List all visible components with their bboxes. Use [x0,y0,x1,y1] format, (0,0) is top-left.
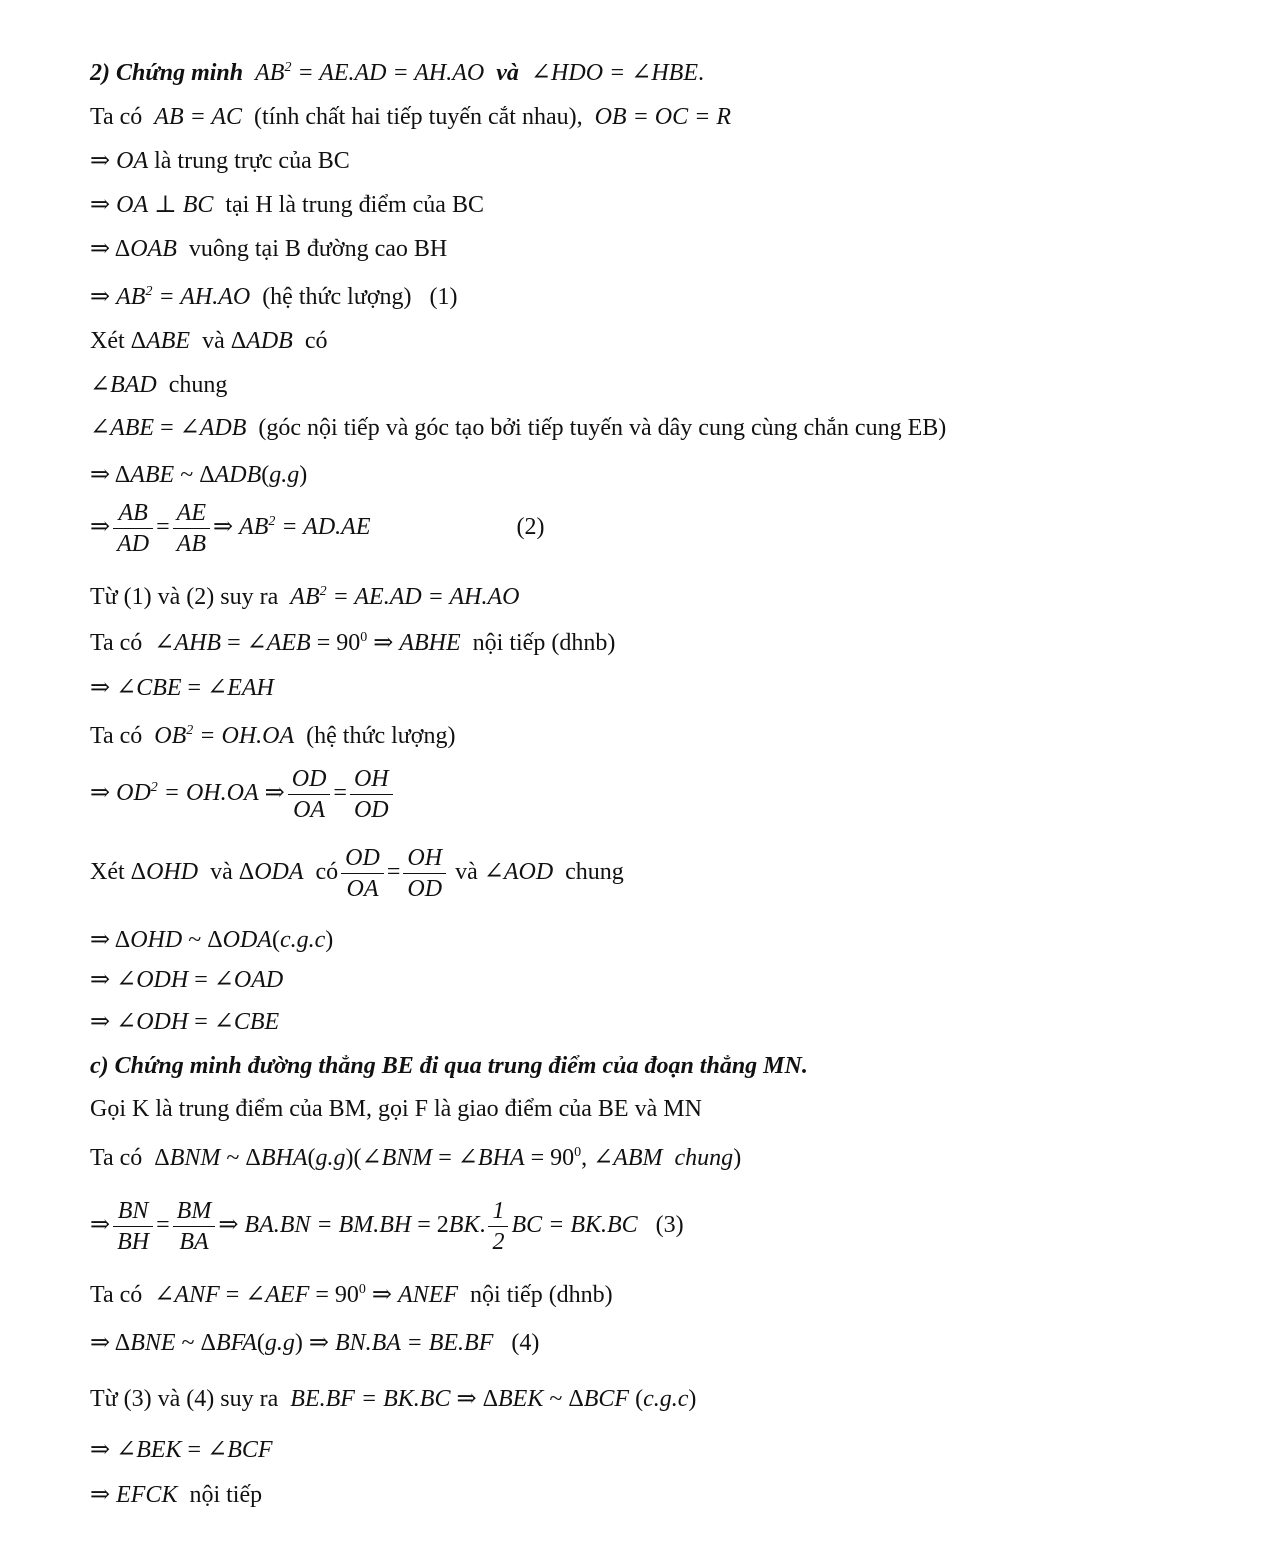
text-line: ⇒ ΔABE ~ ΔADB(g.g) [90,462,308,488]
text-line: ⇒ ΔBNE ~ ΔBFA(g.g) ⇒ BN.BA = BE.BF (4) [90,1330,540,1356]
fraction: $\frac{OD}{OA}$ [341,843,384,904]
text-line: ⇒ ΔOAB vuông tại B đường cao BH [90,236,448,262]
fraction: $\frac{OH}{OD}$ [350,764,393,825]
text-line: Ta có ∠ANF = ∠AEF = $90^0$ ⇒ ANEF nội tiếp (dhnb) [90,1282,613,1308]
text-line: ⇒ ∠CBE = ∠EAH [90,675,274,701]
text-line: ⇒ EFCK nội tiếp [90,1482,263,1508]
text-line: Từ (3) và (4) suy ra BE.BF = BK.BC ⇒ ΔBEK ~ ΔBCF (c.g.c) [90,1386,697,1412]
fraction: $\frac{BN}{BH}$ [113,1196,153,1257]
text-line: ∠ABE = ∠ADB (góc nội tiếp và góc tạo bởi tiếp tuyến và dây cung cùng chắn cung EB) [90,415,947,441]
text-line: Từ (1) và (2) suy ra $AB^2 = AE.AD = AH.AO$ [90,584,520,610]
text-line: ⇒ $AB^2 = AH.AO$ (hệ thức lượng) (1) [90,284,458,310]
text-line: ∠BAD chung [90,372,228,398]
fraction-line: Xét ΔOHD và ΔODA có $\frac{OD}{OA}$ = $\frac{OH}{OD}$ và ∠AOD chung [90,845,624,902]
text-line: Ta có ΔBNM ~ ΔBHA(g.g)(∠BNM = ∠BHA = $90^0$, ∠ABM chung) [90,1145,742,1171]
text-line: Gọi K là trung điểm của BM, gọi F là giao điểm của BE và MN [90,1096,702,1122]
text-line: ⇒ OA ⊥ BC tại H là trung điểm của BC [90,192,484,218]
text-line: ⇒ ∠BEK = ∠BCF [90,1437,273,1463]
heading-part-2: 2) Chứng minh $AB^2 = AE.AD = AH.AO$ và ∠HDO = ∠HBE. [90,60,704,86]
text-line: Ta có $OB^2 = OH.OA$ (hệ thức lượng) [90,723,456,749]
heading-part-c: c) Chứng minh đường thẳng BE đi qua trung điểm của đoạn thẳng MN. [90,1053,808,1079]
text-line: Xét ΔABE và ΔADB có [90,328,328,354]
text-line: Ta có AB = AC (tính chất hai tiếp tuyến cắt nhau), OB = OC = R [90,104,731,130]
fraction: $\frac{AE}{AB}$ [173,498,210,559]
text-line: ⇒ ∠ODH = ∠CBE [90,1009,280,1035]
text-line: Ta có ∠AHB = ∠AEB = $90^0$ ⇒ ABHE nội tiếp (dhnb) [90,630,616,656]
fraction: $\frac{AB}{AD}$ [113,498,153,559]
fraction: $\frac{OD}{OA}$ [288,764,331,825]
text-line: ⇒ ∠ODH = ∠OAD [90,967,284,993]
fraction-line: ⇒ $OD^2 = OH.OA$ ⇒ $\frac{OD}{OA}$ = $\frac{OH}{OD}$ [90,764,396,825]
fraction: $\frac{1}{2}$ [488,1196,508,1257]
fraction: $\frac{OH}{OD}$ [403,843,446,904]
fraction: $\frac{BM}{BA}$ [173,1196,216,1257]
fraction-line: ⇒ $\frac{BN}{BH}$ = $\frac{BM}{BA}$ ⇒ BA.BN = BM.BH = 2BK. $\frac{1}{2}$ BC = BK.BC (3) [90,1198,684,1255]
text-line: ⇒ ΔOHD ~ ΔODA(c.g.c) [90,927,334,953]
fraction-line: ⇒ $\frac{AB}{AD}$ = $\frac{AE}{AB}$ ⇒ $AB^2 = AD.AE$ (2) [90,500,545,557]
text-line: ⇒ OA là trung trực của BC [90,148,350,174]
